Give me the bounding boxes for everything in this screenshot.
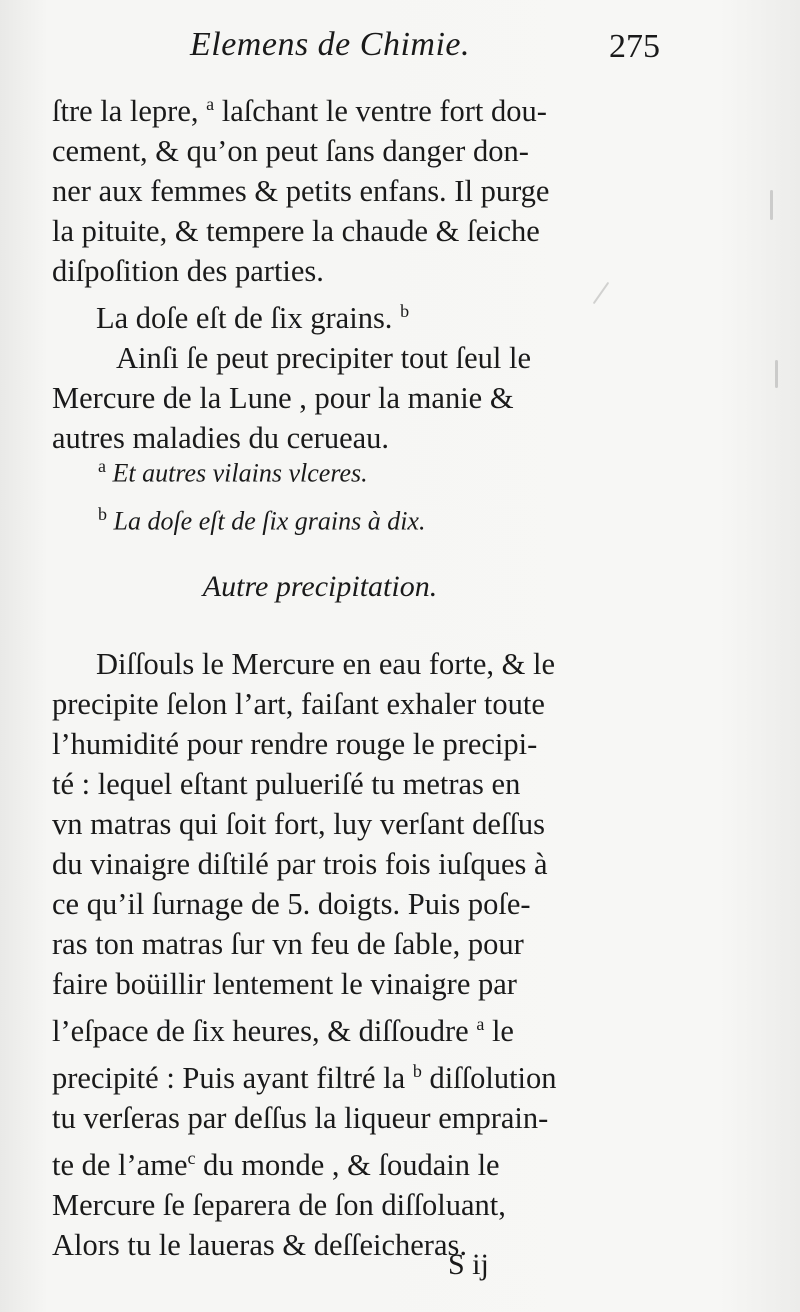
dose-line: La doſe eſt de ſix grains. $^b$ <box>96 301 410 336</box>
footnote: $^a$ Et autres vilains vlceres. <box>98 456 368 488</box>
text-line: Ainſi ſe peut precipiter tout ſeul le <box>116 341 532 376</box>
signature-mark: S ij <box>448 1248 489 1281</box>
page-number: 275 <box>609 28 660 65</box>
footnote: $^b$ La doſe eſt de ſix grains à dix. <box>98 503 426 536</box>
text-line: Mercure ſe ſeparera de ſon diſſoluant, <box>52 1188 506 1223</box>
text-line: l’humidité pour rendre rouge le precipi- <box>52 727 538 761</box>
text-line: tu verſeras par deſſus la liqueur emprain- <box>52 1101 549 1136</box>
text-line: l’eſpace de ſix heures, & diſſoudre $^a$ le <box>52 1014 514 1049</box>
text-line: precipite ſelon l’art, faiſant exhaler toute <box>52 687 545 721</box>
note-mark: a <box>476 1014 485 1034</box>
text-line: la pituite, & tempere la chaude & ſeiche <box>52 214 540 249</box>
text-line: vn matras qui ſoit fort, luy verſant deſſus <box>52 807 545 841</box>
paragraph-3 <box>52 644 642 1265</box>
text-line: Alors tu le laueras & deſſeicheras. <box>52 1228 467 1263</box>
text-line: autres maladies du cerueau. <box>52 421 390 456</box>
text-line: té : lequel eſtant pulueriſé tu metras en <box>52 767 521 801</box>
note-mark: c <box>187 1148 196 1169</box>
running-title: Elemens de Chimie. <box>190 26 470 63</box>
text-line: ras ton matras ſur vn feu de ſable, pour <box>52 927 524 961</box>
text-line: faire boüillir lentement le vinaigre par <box>52 967 517 1001</box>
note-mark: a <box>206 94 215 114</box>
text-line: du vinaigre diſtilé par trois fois iuſques à <box>52 847 548 881</box>
note-mark: b <box>400 301 410 322</box>
text-line: ſtre la lepre, $^a$ laſchant le ventre fort dou- <box>52 94 547 129</box>
text-line: precipité : Puis ayant filtré la $^b$ diſſolution <box>52 1061 557 1096</box>
note-mark: b <box>412 1061 422 1082</box>
text-line: cement, & qu’on peut ſans danger don- <box>52 134 529 169</box>
text-line: te de l’ame$^c$ du monde , & ſoudain le <box>52 1148 500 1183</box>
text-line: ce qu’il ſurnage de 5. doigts. Puis poſe- <box>52 887 531 921</box>
paper-mark <box>775 360 778 388</box>
text-line: Mercure de la Lune , pour la manie & <box>52 381 514 416</box>
text-line: ner aux femmes & petits enfans. Il purge <box>52 174 550 209</box>
section-heading: Autre precipitation. <box>202 570 438 603</box>
paper-mark <box>770 190 773 220</box>
page-header <box>190 22 660 72</box>
text-line: diſpoſition des parties. <box>52 254 324 289</box>
paragraph-1 <box>52 84 642 458</box>
text-line: Diſſouls le Mercure en eau forte, & le <box>96 647 556 681</box>
footnotes <box>98 446 638 541</box>
